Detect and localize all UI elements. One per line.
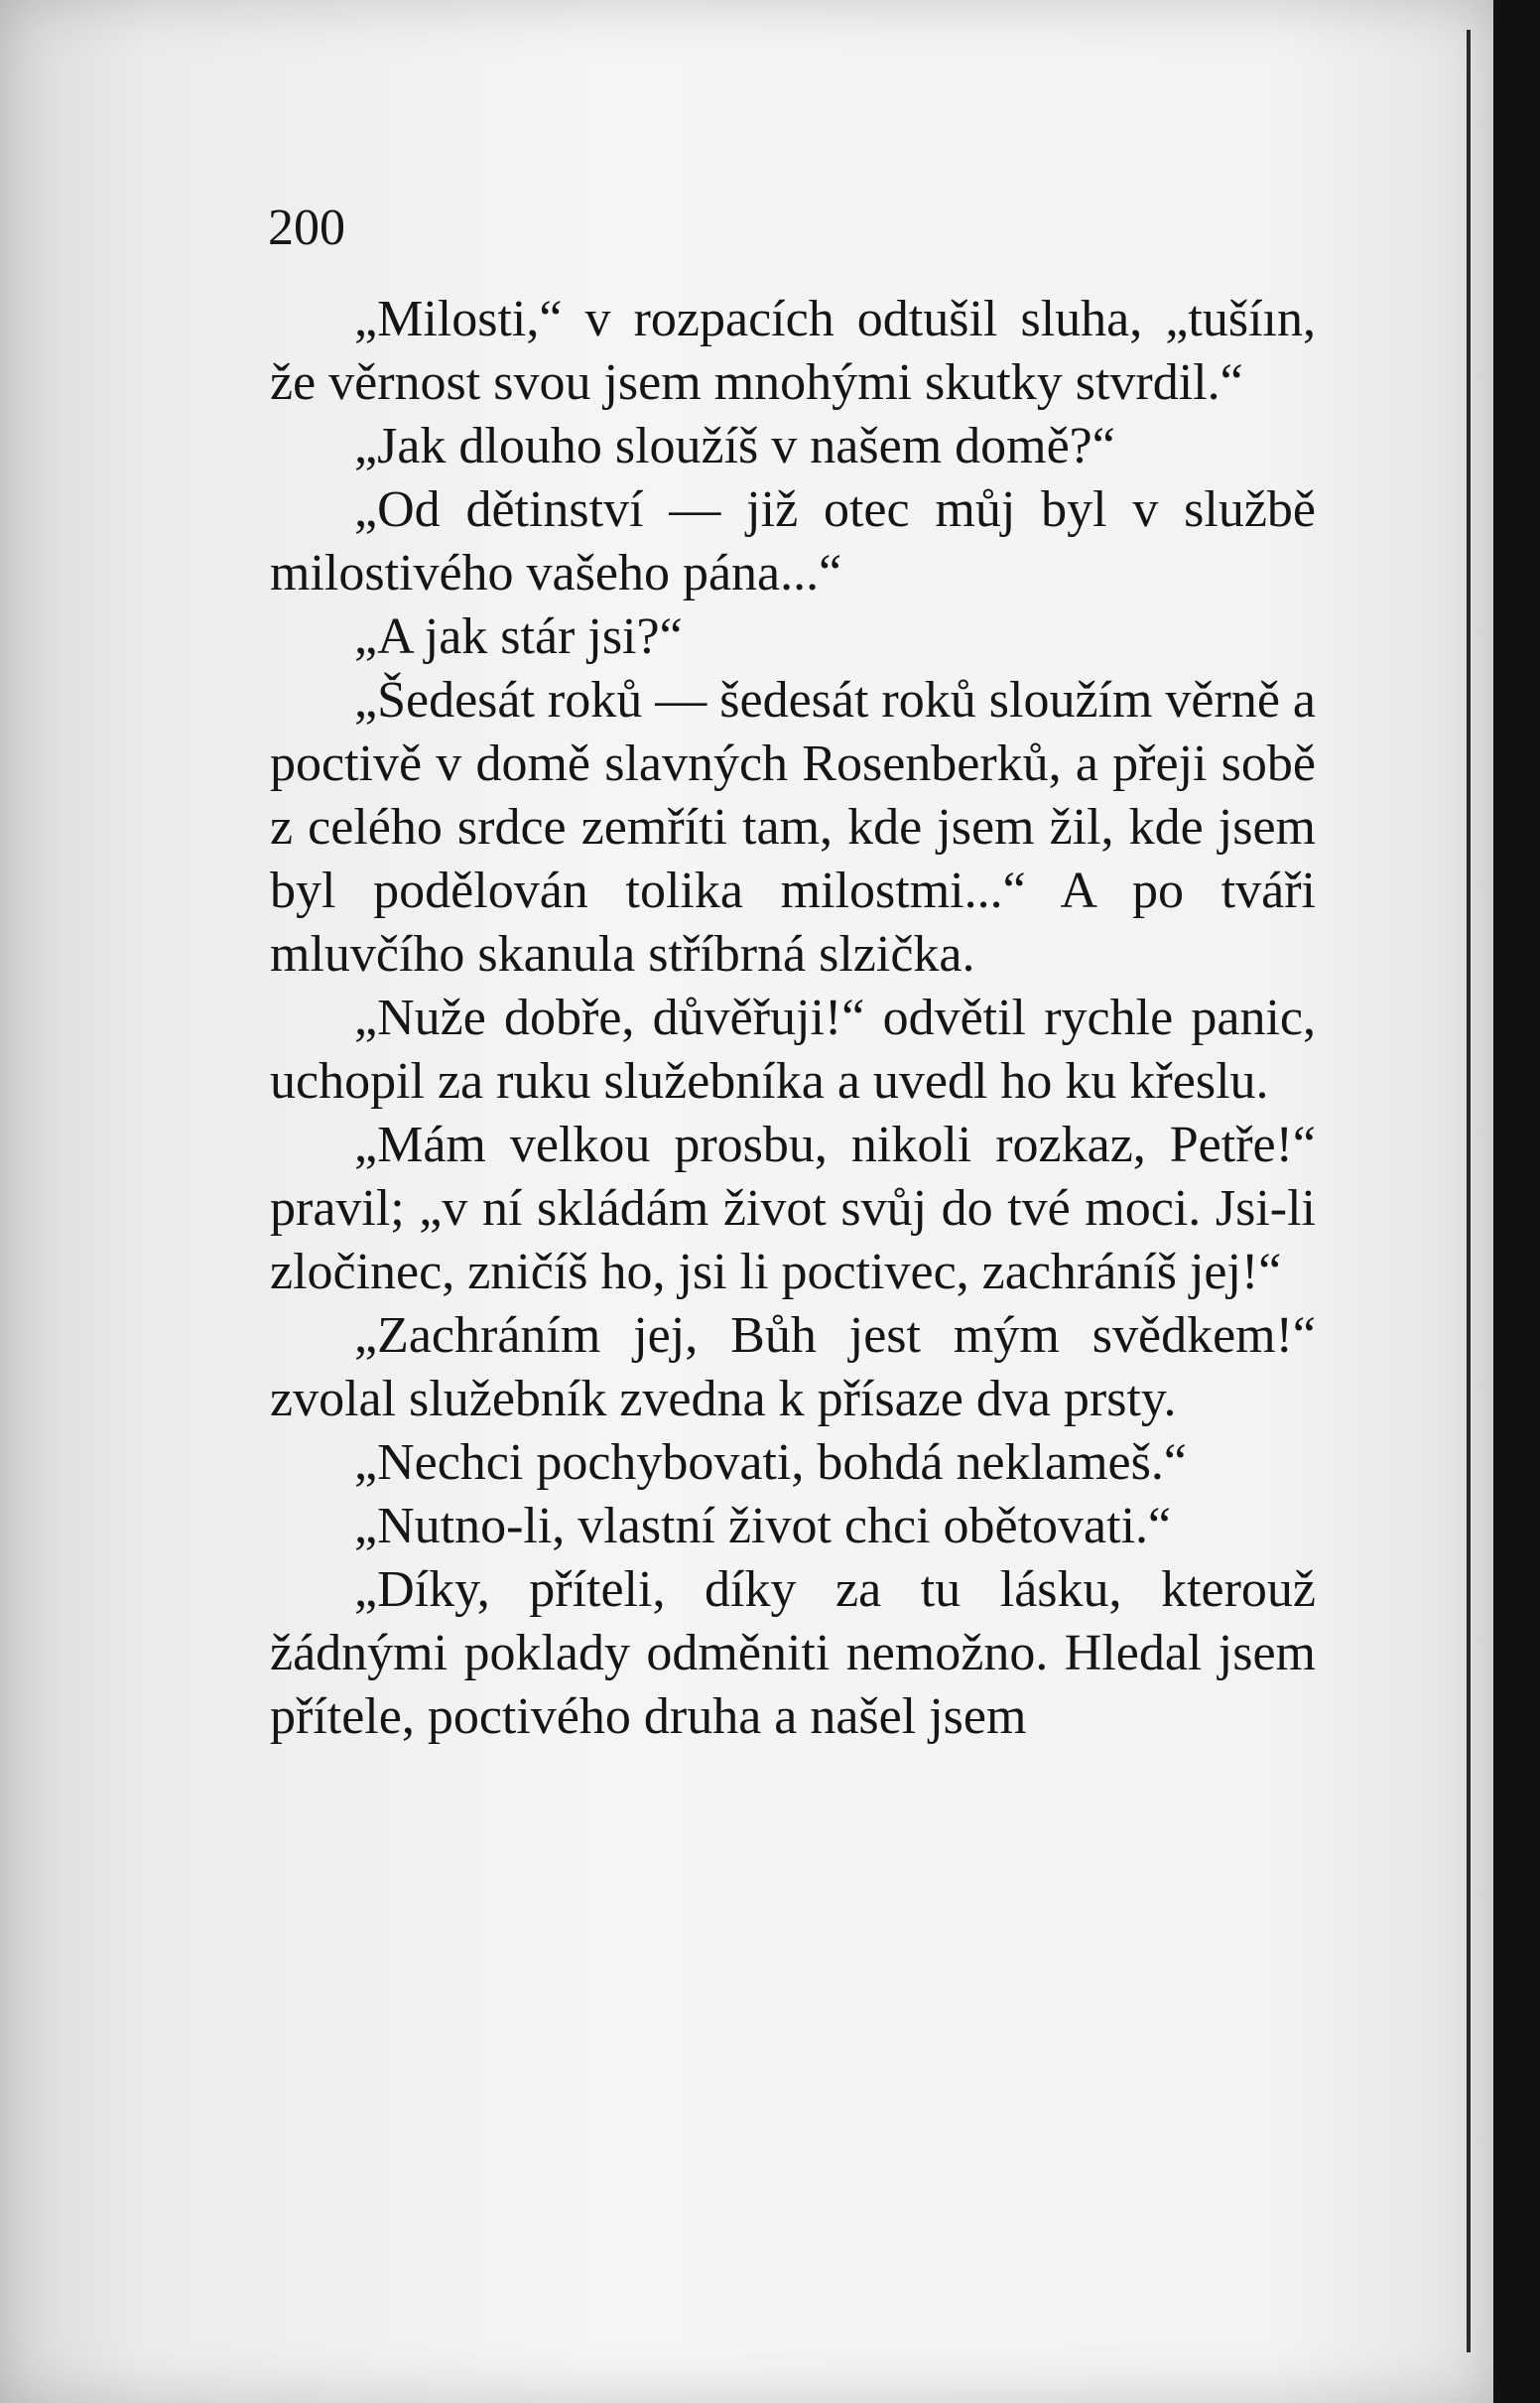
paragraph: „Mám velkou prosbu, nikoli rozkaz, Petře!“ pravil; „v ní skládám život svůj do tvé moci. Jsi-li zločinec, zničíš ho, jsi li poctivec, zachráníš jej!“ <box>270 1117 1316 1300</box>
body-text <box>270 189 1316 1749</box>
paragraph: „Nechci pochybovati, bohdá neklameš.“ <box>354 1434 1187 1491</box>
paragraph: „Zachráním jej, Bůh jest mým svědkem!“ zvolal služebník zvedna k přísaze dva prsty. <box>270 1307 1316 1427</box>
paragraph: „A jak stár jsi?“ <box>354 608 683 665</box>
paragraph: „Šedesát roků — šedesát roků sloužím věrně a poctivě v domě slavných Rosenberků, a přeji sobě z celého srdce zemříti tam, kde jsem žil, kde jsem byl podělován tolika milostmi...“ A po tváři mluvčího skanula stříbrná slzička. <box>270 672 1316 983</box>
paragraph: „Díky, příteli, díky za tu lásku, kterouž žádnými poklady odměniti nemožno. Hledal jsem přítele, poctivého druha a našel jsem <box>270 1561 1316 1745</box>
paragraph: „Jak dlouho sloužíš v našem domě?“ <box>354 418 1115 474</box>
page-edge-shadow <box>1467 30 1471 2352</box>
paragraph: „Nutno-li, vlastní život chci obětovati.“ <box>354 1498 1172 1554</box>
paragraph: „Nuže dobře, důvěřuji!“ odvětil rychle panic, uchopil za ruku služebníka a uvedl ho ku křeslu. <box>270 990 1316 1110</box>
paragraph: „Od dětinství — již otec můj byl v službě milostivého vašeho pána...“ <box>270 481 1316 601</box>
page-number: 200 <box>268 200 345 256</box>
paragraph: „Milosti,“ v rozpacích odtušil sluha, „tušíın, že věrnost svou jsem mnohými skutky stvrdil.“ <box>270 291 1316 411</box>
